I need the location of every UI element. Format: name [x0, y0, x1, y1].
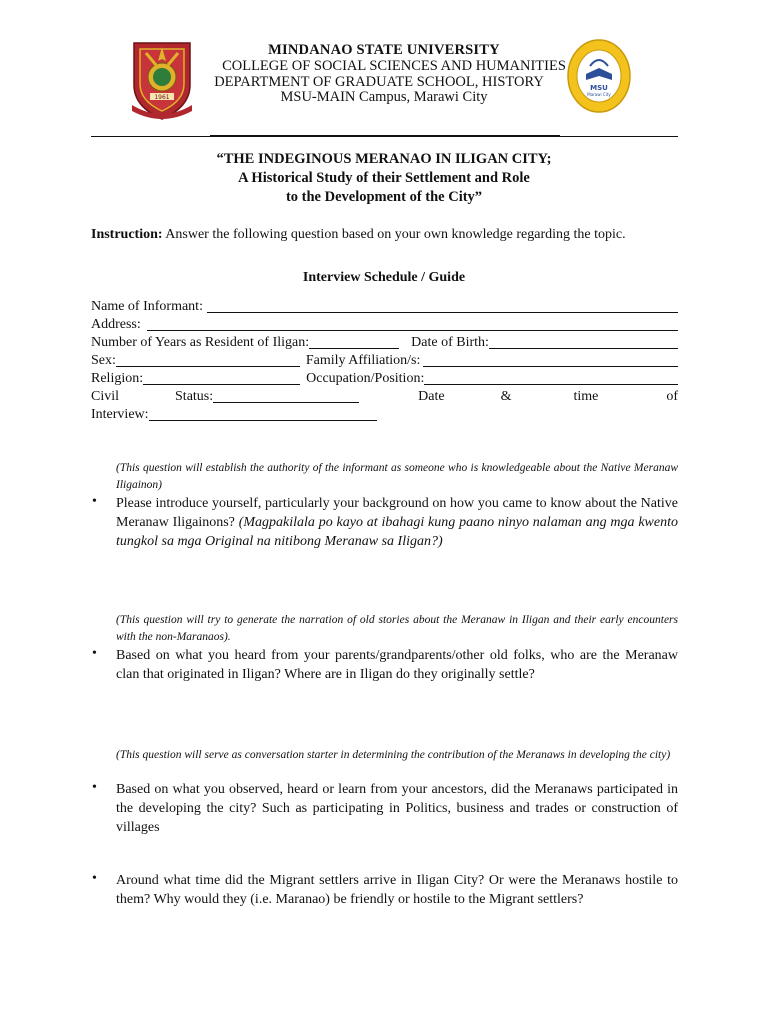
family-affiliation-label: Family Affiliation/s: — [305, 353, 421, 368]
instruction — [91, 227, 626, 243]
religion-label: Religion: — [91, 371, 144, 386]
question-3-note: (This question will serve as conversation starter in determining the contribution of the Meranaws in developing the city) — [116, 749, 671, 761]
status-label: Status: — [175, 389, 214, 404]
question-2-text: Based on what you heard from your parents/grandparents/other old folks, who are the Meranaw clan that originated in Iligan? Where are in Iligan do they originally settle? — [116, 648, 678, 682]
date-of-birth-field[interactable] — [489, 335, 678, 349]
question-3-bullet: • — [92, 780, 97, 795]
svg-text:1961: 1961 — [154, 94, 170, 101]
question-4-bullet: • — [92, 871, 97, 886]
header-divider-thick — [210, 135, 560, 137]
time-label: time — [573, 389, 599, 404]
question-2-bullet: • — [92, 646, 97, 661]
form-row-years-dob — [91, 333, 678, 351]
civil-status-field[interactable] — [213, 389, 359, 403]
religion-field[interactable] — [143, 371, 300, 385]
address-field[interactable] — [147, 317, 678, 331]
college-name: COLLEGE OF SOCIAL SCIENCES AND HUMANITIES — [222, 58, 566, 74]
of-label: of — [666, 389, 678, 404]
study-title-line-1: “THE INDEGINOUS MERANAO IN ILIGAN CITY; — [216, 151, 552, 167]
address-label: Address: — [91, 317, 141, 332]
date-of-birth-label: Date of Birth: — [411, 335, 489, 350]
family-affiliation-field[interactable] — [423, 353, 678, 367]
ampersand-label: & — [500, 389, 512, 404]
svg-text:MSU: MSU — [590, 84, 608, 92]
name-field[interactable] — [207, 299, 678, 313]
question-1-text: Please introduce yourself, particularly your background on how you came to know about the Native Meranaw Iligainons? — [116, 496, 678, 530]
date-label: Date — [418, 389, 445, 404]
instruction-text: Answer the following question based on your own knowledge regarding the topic. — [162, 227, 626, 242]
department-name: DEPARTMENT OF GRADUATE SCHOOL, HISTORY — [214, 74, 544, 90]
form-row-address — [91, 315, 678, 333]
campus-name: MSU-MAIN Campus, Marawi City — [280, 89, 488, 105]
interview-datetime-field[interactable] — [149, 407, 377, 421]
study-title-line-3: to the Development of the City” — [285, 189, 483, 205]
form-row-sex-family — [91, 351, 678, 369]
sex-field[interactable] — [116, 353, 300, 367]
question-3-text: Based on what you observed, heard or learn from your ancestors, did the Meranaws participated in the developing the city? Such as participating in Politics, business and trades or construction of villages — [116, 782, 678, 835]
question-1-translation: (Magpakilala po kayo at ibahagi kung paano ninyo nalaman ang mga kwento tungkol sa mga Original na nitibong Meranaw sa Iligan?) — [116, 515, 679, 549]
civil-label: Civil — [91, 389, 120, 404]
occupation-label: Occupation/Position: — [306, 371, 425, 386]
instruction-label: Instruction: — [91, 227, 163, 242]
interview-label: Interview: — [91, 407, 149, 422]
form-row-interview — [91, 405, 678, 423]
question-1-bullet: • — [92, 494, 97, 509]
sex-label: Sex: — [91, 353, 116, 368]
question-1 — [116, 494, 678, 551]
guide-title: Interview Schedule / Guide — [302, 270, 466, 285]
university-name: MINDANAO STATE UNIVERSITY — [268, 42, 500, 58]
occupation-field[interactable] — [424, 371, 678, 385]
svg-text:Marawi City: Marawi City — [587, 92, 611, 97]
name-label: Name of Informant: — [91, 299, 203, 314]
form-row-name — [91, 297, 678, 315]
study-title-line-2: A Historical Study of their Settlement and Role — [238, 170, 530, 186]
years-resident-label: Number of Years as Resident of Iligan: — [91, 335, 310, 350]
years-resident-field[interactable] — [309, 335, 399, 349]
form-row-civil-status — [91, 387, 678, 405]
question-1-note: (This question will establish the authority of the informant as someone who is knowledgeable about the Native Meranaw Iligainon) — [116, 462, 678, 491]
question-4-text: Around what time did the Migrant settlers arrive in Iligan City? Or were the Meranaws hostile to them? Why would they (i.e. Maranao) be friendly or hostile to the Migrant settlers? — [116, 873, 678, 907]
question-2-note: (This question will try to generate the narration of old stories about the Meranaw in Iligan and their early encounters with the non-Maranaos). — [116, 614, 678, 643]
form-row-religion-occupation — [91, 369, 678, 387]
